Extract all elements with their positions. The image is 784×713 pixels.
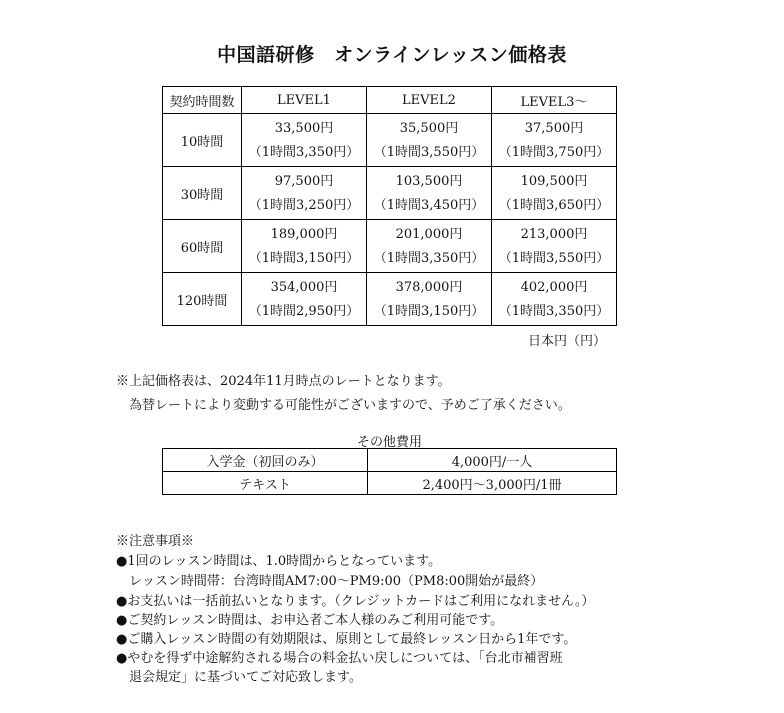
- per-hour: （1時間3,350円）: [498, 304, 610, 319]
- caution-line: 退会規定」に基づいてご対応致します。: [116, 670, 362, 685]
- price-cell: [492, 220, 617, 273]
- other-fees-title: その他費用: [356, 435, 422, 450]
- table-row: [163, 472, 617, 495]
- price: 189,000円: [270, 227, 338, 242]
- caution-line: ●ご契約レッスン時間は、お申込者ご本人様のみご利用可能です。: [116, 613, 504, 628]
- price-cell: [492, 273, 617, 326]
- per-hour: （1時間2,950円）: [248, 304, 360, 319]
- header-level1: LEVEL1: [242, 87, 367, 114]
- price: 103,500円: [395, 174, 463, 189]
- fee-label: テキスト: [163, 472, 368, 495]
- price: 201,000円: [395, 227, 463, 242]
- caution-line: レッスン時間帯：台湾時間AM7:00～PM9:00（PM8:00開始が最終）: [116, 574, 544, 589]
- header-hours: 契約時間数: [163, 87, 242, 114]
- per-hour: （1時間3,550円）: [373, 145, 485, 160]
- fee-label: 入学金（初回のみ）: [163, 449, 368, 472]
- price: 354,000円: [270, 280, 338, 295]
- caution-line: ●ご購入レッスン時間の有効期限は、原則として最終レッスン日から1年です。: [116, 632, 577, 647]
- price: 402,000円: [520, 280, 588, 295]
- currency-unit-note: 日本円（円）: [528, 334, 607, 349]
- price-cell: [492, 167, 617, 220]
- per-hour: （1時間3,350円）: [373, 251, 485, 266]
- caution-line: ●1回のレッスン時間は、1.0時間からとなっています。: [116, 554, 442, 569]
- per-hour: （1時間3,650円）: [498, 198, 610, 213]
- per-hour: （1時間3,750円）: [498, 145, 610, 160]
- hours-cell: 10時間: [163, 114, 242, 167]
- price-cell: [367, 114, 492, 167]
- per-hour: （1時間3,550円）: [498, 251, 610, 266]
- fee-value: 4,000円/一人: [368, 449, 617, 472]
- price: 378,000円: [395, 280, 463, 295]
- price-cell: [367, 273, 492, 326]
- header-level2: LEVEL2: [367, 87, 492, 114]
- per-hour: （1時間3,250円）: [248, 198, 360, 213]
- price: 109,500円: [520, 174, 588, 189]
- price-table-header: [163, 87, 617, 114]
- per-hour: （1時間3,150円）: [248, 251, 360, 266]
- hours-cell: 120時間: [163, 273, 242, 326]
- other-fees-table: [162, 448, 617, 495]
- hours-cell: 60時間: [163, 220, 242, 273]
- table-row: [163, 114, 617, 167]
- table-row: [163, 273, 617, 326]
- price: 97,500円: [274, 174, 334, 189]
- page-title: 中国語研修 オンラインレッスン価格表: [217, 44, 567, 66]
- caution-line: ●やむを得ず中途解約される場合の料金払い戻しについては、「台北市補習班: [116, 651, 563, 666]
- per-hour: （1時間3,350円）: [248, 145, 360, 160]
- rate-note: ※上記価格表は、2024年11月時点のレートとなります。: [116, 374, 451, 389]
- header-level3: LEVEL3～: [492, 87, 617, 114]
- price-cell: [492, 114, 617, 167]
- caution-line: ●お支払いは一括前払いとなります。（クレジットカードはご利用になれません。）: [116, 594, 595, 609]
- table-row: [163, 167, 617, 220]
- price-cell: [242, 167, 367, 220]
- cautions-heading: ※注意事項※: [116, 534, 195, 549]
- per-hour: （1時間3,150円）: [373, 304, 485, 319]
- price: 35,500円: [399, 121, 459, 136]
- price: 33,500円: [274, 121, 334, 136]
- exchange-note: 為替レートにより変動する可能性がございますので、予めご了承ください。: [129, 398, 571, 413]
- price-cell: [242, 273, 367, 326]
- price-table: [162, 86, 617, 326]
- fee-value: 2,400円～3,000円/1冊: [368, 472, 617, 495]
- price-cell: [242, 114, 367, 167]
- price: 213,000円: [520, 227, 588, 242]
- hours-cell: 30時間: [163, 167, 242, 220]
- price-cell: [367, 220, 492, 273]
- price: 37,500円: [524, 121, 584, 136]
- price-cell: [367, 167, 492, 220]
- per-hour: （1時間3,450円）: [373, 198, 485, 213]
- price-cell: [242, 220, 367, 273]
- table-row: [163, 220, 617, 273]
- table-row: [163, 449, 617, 472]
